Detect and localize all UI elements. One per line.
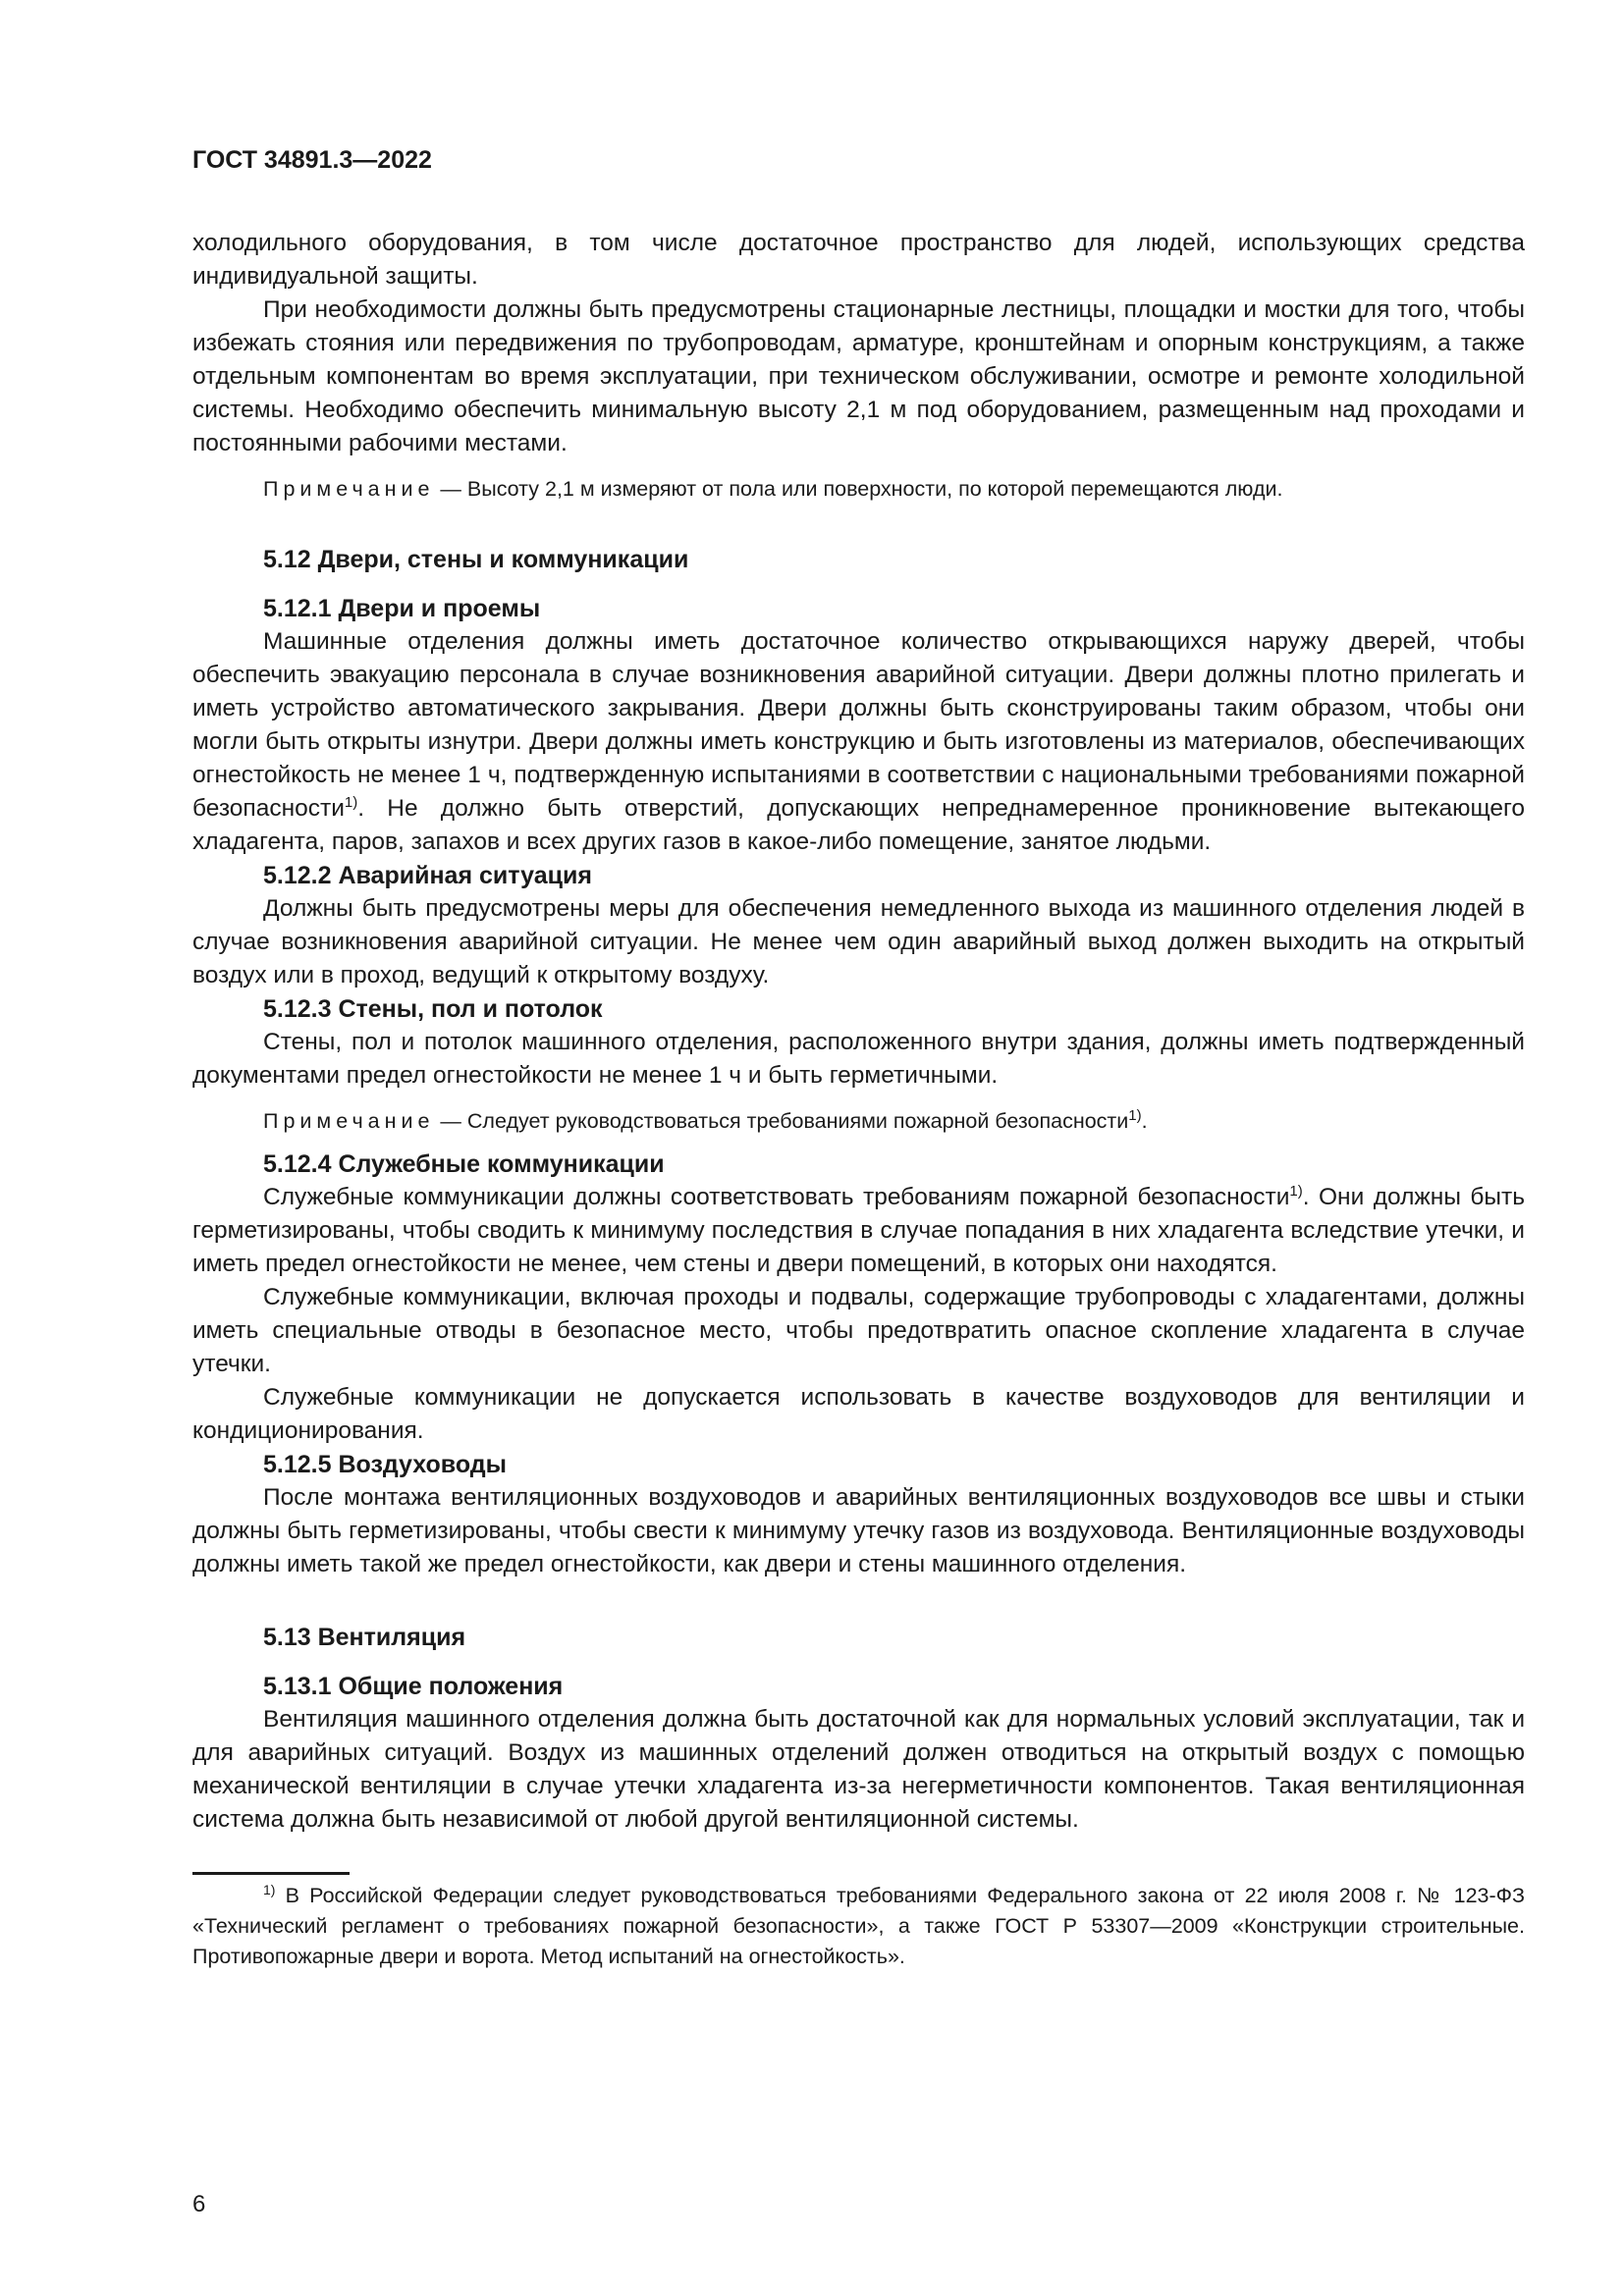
subsection-heading: 5.12.1 Двери и проемы xyxy=(263,595,541,622)
paragraph: Служебные коммуникации не допускается использовать в качестве воздуховодов для вентиляции и кондиционирования. xyxy=(192,1384,1525,1444)
subsection-heading: 5.13.1 Общие положения xyxy=(263,1673,564,1700)
paragraph: При необходимости должны быть предусмотрены стационарные лестницы, площадки и мостки для того, чтобы избежать стояния или передвижения по трубопроводам, арматуре, кронштейнам и опорным конструкциям, а также отдельным компонентам во время эксплуатации, при техническом обслуживании, осмотре и ремонте холодильной системы. Необходимо обеспечить минимальную высоту 2,1 м под оборудованием, размещенным над проходами и постоянными рабочими местами. xyxy=(192,296,1525,456)
note-text: — Высоту 2,1 м измеряют от пола или поверхности, по которой перемещаются люди. xyxy=(434,477,1283,501)
note-label: Примечание xyxy=(263,477,435,501)
note xyxy=(192,474,1525,504)
paragraph: Служебные коммуникации должны соответствовать требованиям пожарной безопасности$^{1)}$. Они должны быть герметизированы, чтобы сводить к минимуму последствия в случае попадания в них хладагента вследствие утечки, и иметь предел огнестойкости не менее, чем стены и двери помещений, в которых они находятся. xyxy=(192,1182,1525,1277)
document-page xyxy=(192,145,1525,1972)
subsection-heading: 5.12.5 Воздуховоды xyxy=(263,1451,508,1478)
section-heading: 5.13 Вентиляция xyxy=(263,1624,466,1651)
footnote-ref: 1) xyxy=(1289,1182,1303,1200)
paragraph: После монтажа вентиляционных воздуховодов и аварийных вентиляционных воздуховодов все швы и стыки должны быть герметизированы, чтобы свести к минимуму утечку газов из воздуховода. Вентиляционные воздуховоды должны иметь такой же предел огнестойкости, как двери и стены машинного отделения. xyxy=(192,1484,1525,1577)
paragraph: холодильного оборудования, в том числе достаточное пространство для людей, использующих средства индивидуальной защиты. xyxy=(192,230,1525,290)
paragraph: Вентиляция машинного отделения должна быть достаточной как для нормальных условий эксплуатации, так и для аварийных ситуаций. Воздух из машинных отделений должен отводиться на открытый воздух с помощью механической вентиляции в случае утечки хладагента из-за негерметичности компонентов. Такая вентиляционная система должна быть независимой от любой другой вентиляционной системы. xyxy=(192,1706,1525,1833)
footnote-divider xyxy=(192,1872,350,1875)
note: Примечание — Следует руководствоваться требованиями пожарной безопасности$^{1)}$. xyxy=(263,1106,1148,1133)
footnote-marker: 1) xyxy=(263,1881,276,1897)
note-text: — Следует руководствоваться требованиями пожарной безопасности xyxy=(434,1109,1129,1133)
section-heading: 5.12 Двери, стены и коммуникации xyxy=(263,546,689,573)
subsection-heading: 5.12.4 Служебные коммуникации xyxy=(263,1150,665,1178)
document-header: ГОСТ 34891.3—2022 xyxy=(192,146,432,174)
paragraph: Стены, пол и потолок машинного отделения, расположенного внутри здания, должны иметь подтвержденный документами предел огнестойкости не менее 1 ч и быть герметичными. xyxy=(192,1029,1525,1089)
page-number: 6 xyxy=(192,2191,206,2217)
footnote-ref: 1) xyxy=(1128,1106,1142,1124)
footnote-ref: 1) xyxy=(344,793,358,811)
footnote-text: В Российской Федерации следует руководствоваться требованиями Федерального закона от 22 июля 2008 г. № 123-ФЗ «Технический регламент о требованиях пожарной безопасности», а также ГОСТ Р 53307—2009 «Конструкции строительные. Противопожарные двери и ворота. Метод испытаний на огнестойкость». xyxy=(192,1884,1525,1968)
subsection-heading: 5.12.2 Аварийная ситуация xyxy=(263,862,592,889)
paragraph: Машинные отделения должны иметь достаточное количество открывающихся наружу дверей, чтобы обеспечить эвакуацию персонала в случае возникновения аварийной ситуации. Двери должны плотно прилегать и иметь устройство автоматического закрывания. Двери должны быть сконструированы таким образом, чтобы они могли быть открыты изнутри. Двери должны иметь конструкцию и быть изготовлены из материалов, обеспечивающих огнестойкость не менее 1 ч, подтвержденную испытаниями в соответствии с национальными требованиями пожарной безопасности$^{1)}$. Не должно быть отверстий, допускающих непреднамеренное проникновение вытекающего хладагента, паров, запахов и всех других газов в какое-либо помещение, занятое людьми. xyxy=(192,628,1525,855)
footnote xyxy=(192,1881,1525,1972)
paragraph: Служебные коммуникации, включая проходы и подвалы, содержащие трубопроводы с хладагентами, должны иметь специальные отводы в безопасное место, чтобы предотвратить опасное скопление хладагента в случае утечки. xyxy=(192,1284,1525,1377)
note-label: Примечание xyxy=(263,1109,435,1133)
paragraph: Должны быть предусмотрены меры для обеспечения немедленного выхода из машинного отделения людей в случае возникновения аварийной ситуации. Не менее чем один аварийный выход должен выходить на открытый воздух или в проход, ведущий к открытому воздуху. xyxy=(192,895,1525,988)
subsection-heading: 5.12.3 Стены, пол и потолок xyxy=(263,995,603,1023)
